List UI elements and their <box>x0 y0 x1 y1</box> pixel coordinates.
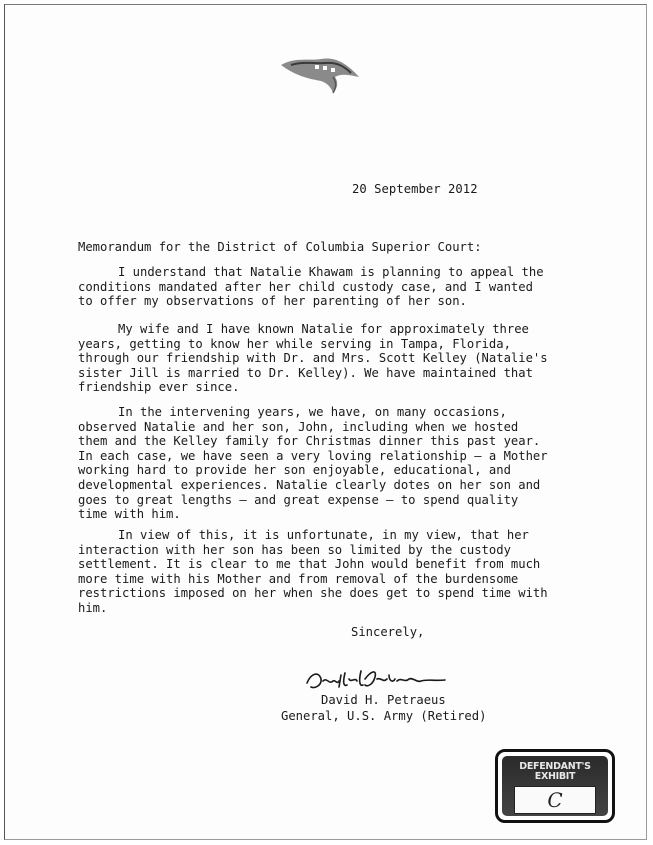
letter-date: 20 September 2012 <box>352 182 478 196</box>
body-paragraph-1: I understand that Natalie Khawam is planning to appeal the conditions mandated after her child custody case, and I wanted to offer my observations of her parenting of her son. <box>78 265 544 309</box>
handwritten-signature <box>305 665 455 695</box>
exhibit-stamp-label: DEFENDANT'S EXHIBIT <box>519 761 591 782</box>
exhibit-stamp-background <box>502 756 608 816</box>
exhibit-stamp <box>495 749 615 823</box>
letter-page <box>4 4 647 840</box>
letter-closing: Sincerely, <box>351 625 425 639</box>
letter-salutation: Memorandum for the District of Columbia Superior Court: <box>78 240 482 254</box>
exhibit-stamp-box <box>514 786 596 814</box>
body-paragraph-3: In the intervening years, we have, on many occasions, observed Natalie and her son, John, including when we hosted them and the Kelley family for Christmas dinner this past year. In each case, we have seen a very loving relationship – a Mother working hard to provide her son enjoyable, educational, and developmental experiences. Natalie clearly dotes on her son and goes to great lengths – and great expense – to spend quality time with him. <box>78 405 548 522</box>
exhibit-letter: C <box>547 788 563 812</box>
signer-title: General, U.S. Army (Retired) <box>281 709 487 723</box>
signer-name: David H. Petraeus <box>321 693 446 707</box>
eagle-flag-emblem-icon <box>275 47 367 95</box>
body-paragraph-2: My wife and I have known Natalie for approximately three years, getting to know her while serving in Tampa, Florida, through our friendship with Dr. and Mrs. Scott Kelley (Natalie's sister Jill is married to Dr. Kelley). We have maintained that friendship ever since. <box>78 322 548 395</box>
body-paragraph-4: In view of this, it is unfortunate, in my view, that her interaction with her son has been so limited by the custody settlement. It is clear to me that John would benefit from much more time with his Mother and from removal of the burdensome restrictions imposed on her when she does get to spend time with him. <box>78 528 548 615</box>
